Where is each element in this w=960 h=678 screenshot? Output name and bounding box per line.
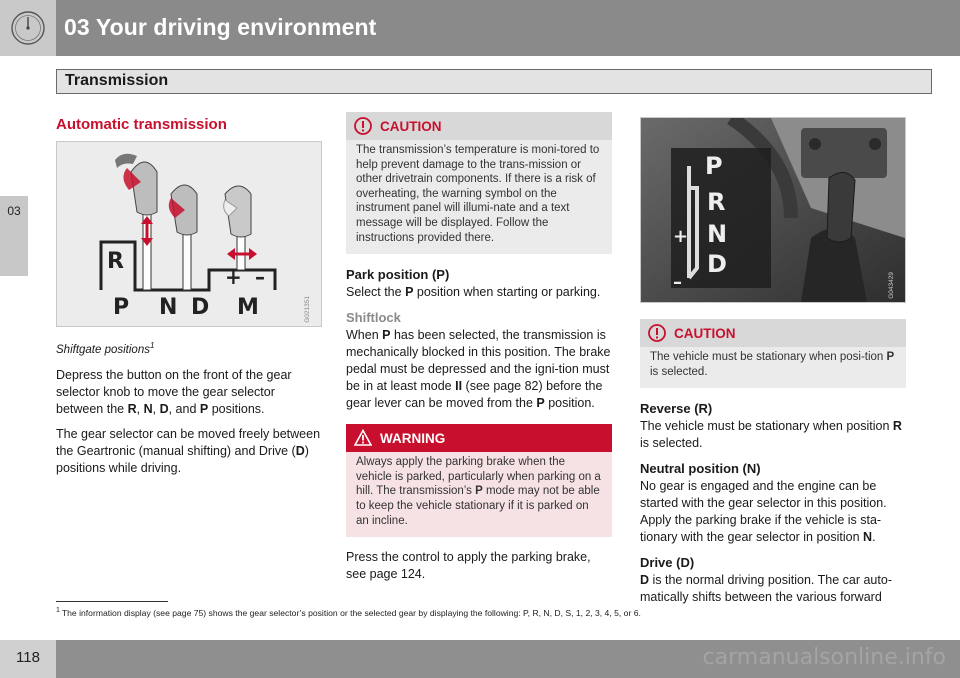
gate-letter-d: D	[191, 295, 210, 320]
footnote-marker: 1	[56, 607, 60, 614]
bold-term: II	[455, 379, 463, 394]
caution-header	[346, 112, 612, 140]
photo-minus: –	[673, 272, 682, 293]
neutral-heading: Neutral position (N)	[640, 461, 761, 477]
exclamation-icon	[354, 117, 372, 135]
column-1	[56, 112, 322, 485]
column-2	[346, 112, 612, 591]
drive-text: D is the normal driving position. The car auto-matically shifts between the various forward	[640, 573, 892, 605]
caution-title: CAUTION	[380, 119, 442, 134]
page-number: 118	[16, 649, 40, 666]
neutral-text: No gear is engaged and the engine can be started with the gear selector in this position. Apply the parking brake if the vehicle is sta-tionary with the gear selector in position N.	[640, 479, 887, 545]
gauge-icon	[8, 8, 48, 48]
column-3	[640, 112, 906, 614]
park-position-heading: Park position (P)	[346, 267, 450, 283]
bold-term: D	[640, 573, 650, 588]
bold-term: R	[127, 401, 137, 416]
shiftlock-heading: Shiftlock	[346, 310, 401, 326]
photo-plus: +	[673, 226, 689, 247]
footnote-text: The information display (see page 75) shows the gear selector’s position or the selected gear by displaying the following: P, R, N, D, S, 1, 2, 3, 4, 5, or 6.	[61, 607, 641, 618]
photo-letter-r: R	[707, 188, 726, 216]
warning-header	[346, 424, 612, 452]
gate-label-r: R	[107, 249, 124, 274]
automatic-transmission-heading: Automatic transmission	[56, 116, 227, 133]
bold-term: P	[405, 285, 414, 300]
bold-term: D	[159, 401, 169, 416]
gate-letter-m: M	[237, 295, 259, 320]
section-bar	[56, 69, 932, 94]
bold-term: P	[199, 401, 209, 416]
footnote-rule	[56, 601, 168, 602]
caution-body: The transmission’s temperature is moni-tored to help prevent damage to the trans-mission or other drivetrain components. If there is a risk of overheating, the warning symbol on the instrument panel will illumi-nate and a text message will be displayed. Follow the instructions provided there.	[356, 144, 600, 244]
shiftlock-text: When P has been selected, the transmission is mechanically blocked in this position. The brake pedal must be depressed and the igni-tion must be in at least mode II (see page 82) before the gear lever can be moved from the P position.	[346, 328, 611, 411]
paragraph-depress-button: Depress the button on the front of the gear selector knob to move the gear selector between the R, N, D, and P positions.	[56, 367, 292, 416]
exclamation-icon	[648, 324, 666, 342]
bold-term: P	[886, 351, 895, 363]
warning-box-parking-brake	[346, 424, 612, 537]
bold-term: R	[892, 419, 902, 434]
drive-heading: Drive (D)	[640, 555, 695, 571]
bold-term: D	[295, 443, 305, 458]
bold-term: P	[382, 328, 391, 343]
side-tab-label: 03	[7, 204, 21, 218]
caption-text: Shiftgate positions	[56, 343, 150, 356]
warning-triangle-icon	[354, 429, 372, 447]
chapter-title: 03 Your driving environment	[64, 14, 377, 40]
shiftgate-illustration	[57, 142, 321, 326]
gate-letter-p: P	[113, 295, 130, 320]
caution-body-2: The vehicle must be stationary when posi-tion P is selected.	[650, 351, 895, 378]
warning-title: WARNING	[380, 431, 446, 447]
caution-title-2: CAUTION	[674, 326, 736, 341]
figure-caption	[56, 337, 322, 359]
reverse-text: The vehicle must be stationary when position R is selected.	[640, 419, 902, 451]
caption-footnote-marker: 1	[149, 341, 155, 350]
bold-term: N	[143, 401, 153, 416]
photo-code: G043429	[888, 272, 895, 299]
footnote	[56, 607, 926, 618]
gate-letter-n: N	[159, 295, 178, 320]
photo-letter-d: D	[707, 250, 727, 278]
figure-code: G021351	[304, 296, 311, 323]
caution-box-stationary	[640, 319, 906, 388]
chapter-side-tab	[0, 196, 28, 276]
bold-term: N	[863, 530, 873, 545]
gear-selector-photo	[640, 117, 906, 303]
photo-letter-n: N	[707, 220, 728, 248]
gate-label-plus: +	[225, 265, 242, 289]
caution-header-2	[640, 319, 906, 347]
watermark: carmanualsonline.info	[702, 645, 946, 670]
park-position-text: Select the P position when starting or parking.	[346, 285, 601, 300]
section-title: Transmission	[65, 72, 169, 89]
gate-label-minus: –	[255, 265, 265, 289]
bold-term: P	[475, 485, 483, 498]
photo-letter-p: P	[705, 152, 723, 180]
reverse-heading: Reverse (R)	[640, 401, 713, 417]
warning-body: Always apply the parking brake when the vehicle is parked, particularly when parking on a hill. The transmission’s P mode may not be able to keep the vehicle stationary if it is parked on an incline.	[356, 456, 601, 527]
gear-selector-illustration	[641, 118, 905, 302]
bold-term: P	[536, 396, 545, 411]
chapter-icon-box	[0, 0, 56, 56]
caution-box-temperature	[346, 112, 612, 254]
paragraph-geartronic: The gear selector can be moved freely between the Geartronic (manual shifting) and Drive (D) positions while driving.	[56, 426, 321, 475]
parking-brake-text: Press the control to apply the parking brake, see page 124.	[346, 550, 591, 582]
shiftgate-figure	[56, 141, 322, 327]
